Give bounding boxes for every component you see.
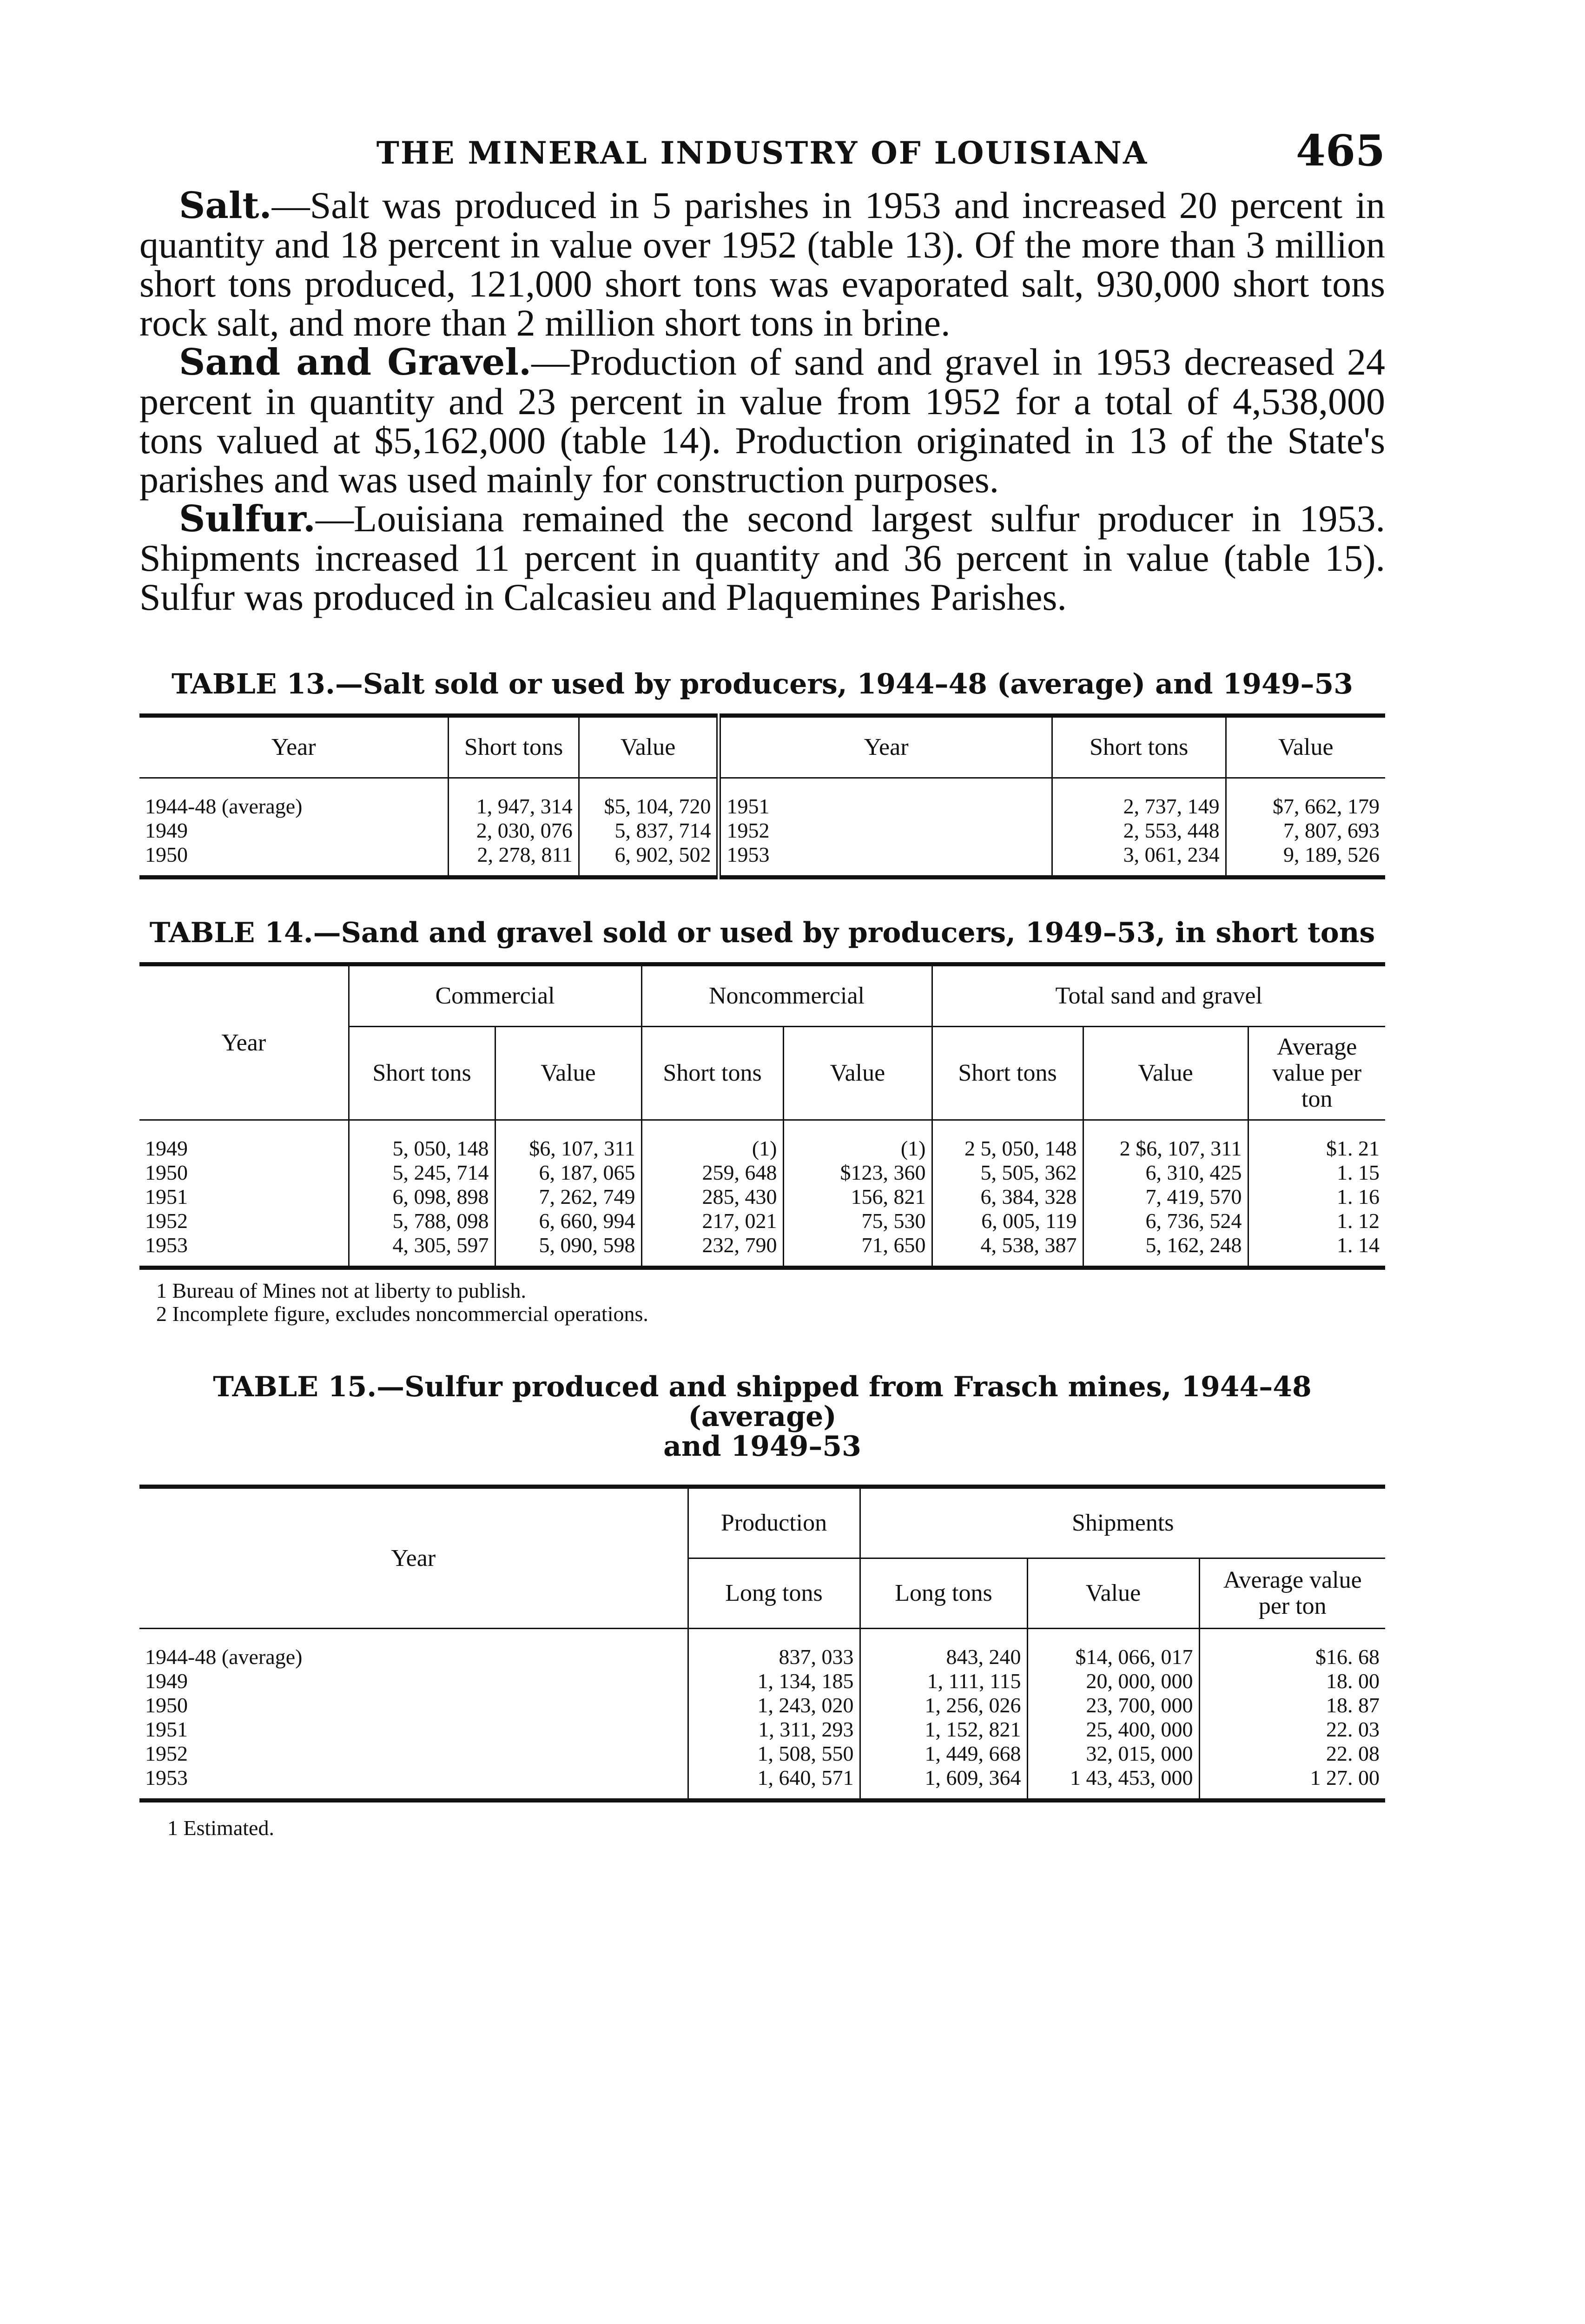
table13-col-value: Value [579,716,719,778]
table14-col-average-value: Average value per ton [1248,1027,1385,1120]
table13-col-year-2: Year [719,716,1052,778]
table-cell: 1949 [145,1136,188,1160]
table-cell: 1949 [145,1669,188,1693]
table-cell: 22. 08 [1199,1742,1385,1766]
table14-caption: TABLE 14.—Sand and gravel sold or used by producers, 1949–53, in short tons [149,917,1375,949]
page-header [139,125,1385,186]
table14-group-noncommercial: Noncommercial [641,964,932,1027]
table-cell: $14, 066, 017 [1027,1645,1199,1669]
table13-col-year: Year [139,716,449,778]
table-cell: 71, 650 [783,1233,932,1257]
paragraph-text: —Louisiana remained the second largest sulfur producer in 1953. Shipments increased 11 percent in quantity and 36 percent in value (table 15). Sulfur was produced in Calcasieu and Plaquemines Parishes. [139,497,1385,618]
table-cell: 5, 162, 248 [1083,1233,1248,1257]
table-cell: 2, 737, 149 [1052,794,1226,819]
table14-col-commercial-short-tons: Short tons [349,1027,495,1120]
paragraph-sulfur [139,499,1385,617]
table-cell: 1951 [145,1717,188,1741]
table14-footnote-1: 1 Bureau of Mines not at liberty to publish. [156,1279,526,1302]
table-cell: 18. 87 [1199,1693,1385,1717]
table-cell: 1. 16 [1248,1185,1385,1209]
table-cell: 1951 [719,794,1052,819]
table-cell: 2, 030, 076 [449,819,579,843]
table-cell: 1944-48 (average) [145,1645,303,1669]
table-cell: $16. 68 [1199,1645,1385,1669]
table-cell: 6, 384, 328 [932,1185,1083,1209]
table-cell: 2 5, 050, 148 [932,1136,1083,1161]
table-cell: 232, 790 [641,1233,783,1257]
table-cell: 1, 111, 115 [860,1669,1027,1693]
table-cell: 1952 [719,819,1052,843]
table-cell: 1950 [145,1693,188,1717]
table15-col-production-long-tons: Long tons [688,1558,860,1629]
table-cell: 1952 [145,1209,188,1233]
table-cell: 1953 [145,1233,188,1257]
table15-col-year: Year [139,1487,688,1629]
table-cell: 5, 090, 598 [495,1233,641,1257]
paragraph-lead: Sand and Gravel. [179,341,532,383]
table-cell: 1949 [145,819,188,842]
table-cell: (1) [641,1136,783,1161]
table-cell: 1. 15 [1248,1161,1385,1185]
table-cell: 1 43, 453, 000 [1027,1766,1199,1790]
table-cell: 5, 837, 714 [579,819,719,843]
table-cell: 1, 508, 550 [688,1742,860,1766]
table-cell: 6, 098, 898 [349,1185,495,1209]
table-row [139,1185,1385,1209]
table-cell: 1, 152, 821 [860,1717,1027,1742]
table-cell: 5, 505, 362 [932,1161,1083,1185]
table-cell: $1. 21 [1248,1136,1385,1161]
table15-footnote-1: 1 Estimated. [167,1816,274,1840]
table-cell: 5, 050, 148 [349,1136,495,1161]
table-row [139,1645,1385,1669]
table-cell: 1. 14 [1248,1233,1385,1257]
paragraph-text: —Production of sand and gravel in 1953 decreased 24 percent in quantity and 23 percent in value from 1952 for a total of 4,538,000 tons valued at $5,162,000 (table 14). Production originated in 13 of the State's parishes and was used mainly for construction purposes. [139,341,1385,501]
table-cell: 1, 640, 571 [688,1766,860,1790]
table-cell: 4, 538, 387 [932,1233,1083,1257]
table-cell: $5, 104, 720 [579,794,719,819]
table15-group-production: Production [688,1487,860,1558]
document-page [139,125,1385,1840]
table-row [139,1742,1385,1766]
table-row [139,1233,1385,1257]
table13-col-value-2: Value [1226,716,1385,778]
running-title: THE MINERAL INDUSTRY OF LOUISIANA [376,135,1149,171]
table14-col-noncommercial-value: Value [783,1027,932,1120]
table15-group-header-row [139,1487,1385,1558]
table13-col-short-tons: Short tons [449,716,579,778]
table-cell: 1953 [145,1766,188,1789]
table-cell: 1, 449, 668 [860,1742,1027,1766]
table-cell: 1, 243, 020 [688,1693,860,1717]
table-cell: 1950 [145,843,188,866]
page-number: 465 [1295,125,1385,176]
table-cell: 843, 240 [860,1645,1027,1669]
table13 [139,713,1385,879]
table14-col-noncommercial-short-tons: Short tons [641,1027,783,1120]
table-cell: 1950 [145,1161,188,1184]
table13-caption: TABLE 13.—Salt sold or used by producers, 1944–48 (average) and 1949–53 [172,668,1353,700]
table-row [139,1669,1385,1693]
paragraph-salt [139,186,1385,343]
paragraph-sand-gravel [139,343,1385,499]
table-cell: 1, 947, 314 [449,794,579,819]
table-cell: 20, 000, 000 [1027,1669,1199,1693]
table-cell: 6, 310, 425 [1083,1161,1248,1185]
table14-group-total: Total sand and gravel [932,964,1385,1027]
table-cell: 1944-48 (average) [145,794,303,818]
table-cell: 9, 189, 526 [1226,843,1385,867]
table-cell: 6, 736, 524 [1083,1209,1248,1233]
table-cell: 25, 400, 000 [1027,1717,1199,1742]
table14-group-header-row [139,964,1385,1027]
table15-group-shipments: Shipments [860,1487,1385,1558]
table-cell: 2 $6, 107, 311 [1083,1136,1248,1161]
paragraph-lead: Salt. [179,185,272,227]
table-cell: (1) [783,1136,932,1161]
table-cell: 2, 553, 448 [1052,819,1226,843]
table-cell: 32, 015, 000 [1027,1742,1199,1766]
table-cell: 1, 311, 293 [688,1717,860,1742]
table-cell: 259, 648 [641,1161,783,1185]
table14-col-year: Year [139,964,349,1120]
table14-col-total-value: Value [1083,1027,1248,1120]
table15-caption-line2: and 1949–53 [663,1430,861,1463]
table-cell: 4, 305, 597 [349,1233,495,1257]
table-cell: 5, 245, 714 [349,1161,495,1185]
table-cell: 1952 [145,1742,188,1765]
table-cell: 1953 [719,843,1052,867]
table-cell: 75, 530 [783,1209,932,1233]
paragraph-text: —Salt was produced in 5 parishes in 1953 and increased 20 percent in quantity and 18 percent in value over 1952 (table 13). Of the more than 3 million short tons produced, 121,000 short tons was evaporated salt, 930,000 short tons rock salt, and more than 2 million short tons in brine. [139,184,1385,344]
table-row [139,1717,1385,1742]
table-row [139,843,1385,867]
table-cell: 7, 419, 570 [1083,1185,1248,1209]
table-cell: 23, 700, 000 [1027,1693,1199,1717]
table-cell: 1, 256, 026 [860,1693,1027,1717]
table-cell: $7, 662, 179 [1226,794,1385,819]
table-cell: 1, 609, 364 [860,1766,1027,1790]
table-row [139,1693,1385,1717]
table15 [139,1485,1385,1802]
table-cell: 6, 187, 065 [495,1161,641,1185]
table-cell: 1, 134, 185 [688,1669,860,1693]
table14 [139,962,1385,1270]
table-cell: 5, 788, 098 [349,1209,495,1233]
table-cell: 217, 021 [641,1209,783,1233]
table-cell: 6, 005, 119 [932,1209,1083,1233]
table-row [139,1161,1385,1185]
table-cell: 2, 278, 811 [449,843,579,867]
table-row [139,1136,1385,1161]
table-row [139,794,1385,819]
table-cell: $6, 107, 311 [495,1136,641,1161]
table-cell: 22. 03 [1199,1717,1385,1742]
table-row [139,1209,1385,1233]
table-row [139,819,1385,843]
table13-header-row [139,716,1385,778]
table-cell: $123, 360 [783,1161,932,1185]
table14-col-commercial-value: Value [495,1027,641,1120]
paragraph-lead: Sulfur. [179,498,316,540]
table-cell: 1 27. 00 [1199,1766,1385,1790]
table14-footnote-2: 2 Incomplete figure, excludes noncommercial operations. [156,1302,648,1326]
table-cell: 18. 00 [1199,1669,1385,1693]
table-cell: 156, 821 [783,1185,932,1209]
table-cell: 1. 12 [1248,1209,1385,1233]
table15-col-shipments-value: Value [1027,1558,1199,1629]
table15-col-shipments-long-tons: Long tons [860,1558,1027,1629]
table-cell: 3, 061, 234 [1052,843,1226,867]
table15-col-average-value: Average value per ton [1199,1558,1385,1629]
table14-col-total-short-tons: Short tons [932,1027,1083,1120]
table-cell: 6, 660, 994 [495,1209,641,1233]
table-cell: 285, 430 [641,1185,783,1209]
table-cell: 837, 033 [688,1645,860,1669]
table13-col-short-tons-2: Short tons [1052,716,1226,778]
table-cell: 1951 [145,1185,188,1208]
table-cell: 7, 807, 693 [1226,819,1385,843]
table15-caption [139,1372,1385,1461]
table15-caption-line1: TABLE 15.—Sulfur produced and shipped from Frasch mines, 1944–48 (average) [213,1371,1312,1433]
table-row [139,1766,1385,1790]
table-cell: 7, 262, 749 [495,1185,641,1209]
table-cell: 6, 902, 502 [579,843,719,867]
table14-group-commercial: Commercial [349,964,641,1027]
